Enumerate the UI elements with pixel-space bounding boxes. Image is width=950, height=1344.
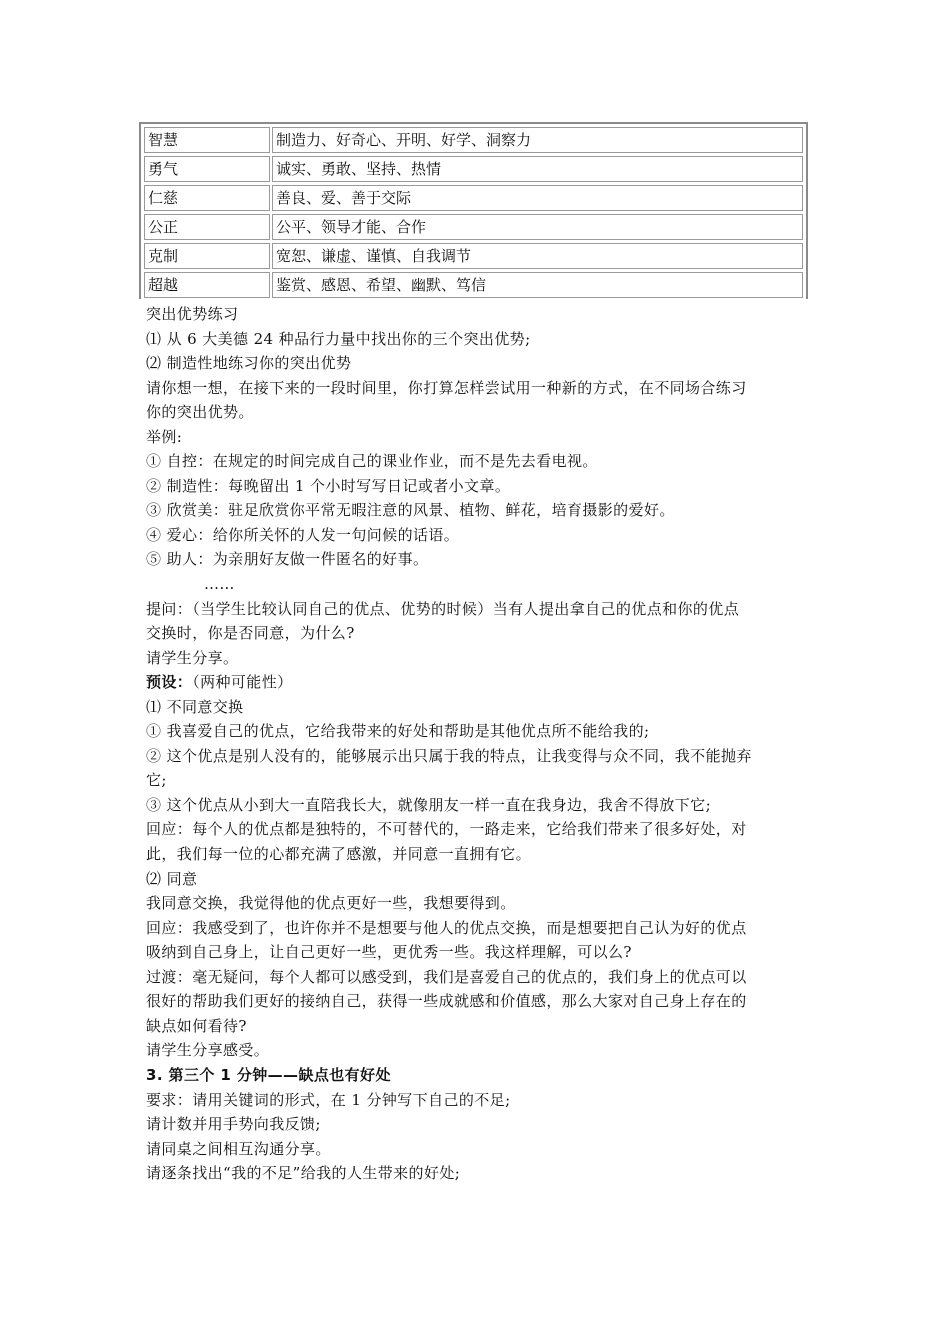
list-item: ① 自控：在规定的时间完成自己的课业作业，而不是先去看电视。 bbox=[146, 452, 598, 471]
virtue-name: 克制 bbox=[144, 243, 270, 269]
table-row bbox=[144, 156, 803, 182]
virtue-traits: 制造力、好奇心、开明、好学、洞察力 bbox=[272, 127, 803, 153]
text-line: 缺点如何看待? bbox=[146, 1016, 247, 1035]
text-line: 请逐条找出“我的不足”给我的人生带来的好处; bbox=[146, 1164, 461, 1183]
virtue-name: 仁慈 bbox=[144, 185, 270, 211]
text-line: 它; bbox=[146, 771, 167, 790]
text-line: 请学生分享感受。 bbox=[146, 1041, 270, 1060]
text-line: 过渡：毫无疑问，每个人都可以感受到，我们是喜爱自己的优点的，我们身上的优点可以 bbox=[146, 967, 747, 986]
body-text bbox=[146, 302, 810, 1186]
text-line: 请你想一想，在接下来的一段时间里，你打算怎样尝试用一种新的方式，在不同场合练习 bbox=[146, 378, 747, 397]
virtue-name: 智慧 bbox=[144, 127, 270, 153]
list-item: ③ 欣赏美：驻足欣赏你平常无暇注意的风景、植物、鲜花，培育摄影的爱好。 bbox=[146, 501, 675, 520]
text-line: ⑵ 制造性地练习你的突出优势 bbox=[146, 354, 352, 373]
text-line: 请学生分享。 bbox=[146, 648, 239, 667]
table-row bbox=[144, 185, 803, 211]
virtue-name: 超越 bbox=[144, 272, 270, 298]
text-line: 回应：我感受到了，也许你并不是想要与他人的优点交换，而是想要把自己认为好的优点 bbox=[146, 918, 747, 937]
text-line: 回应：每个人的优点都是独特的，不可替代的，一路走来，它给我们带来了很多好处，对 bbox=[146, 820, 747, 839]
virtue-traits: 宽恕、谦虚、谨慎、自我调节 bbox=[272, 243, 803, 269]
virtue-traits: 公平、领导才能、合作 bbox=[272, 214, 803, 240]
table-row bbox=[144, 127, 803, 153]
text-line: ⑵ 同意 bbox=[146, 869, 198, 888]
virtue-name: 勇气 bbox=[144, 156, 270, 182]
list-item: ③ 这个优点从小到大一直陪我长大，就像朋友一样一直在我身边，我舍不得放下它; bbox=[146, 795, 712, 814]
virtues-table bbox=[139, 122, 808, 299]
list-item: ② 这个优点是别人没有的，能够展示出只属于我的特点，让我变得与众不同，我不能抛弃 bbox=[146, 746, 752, 765]
virtue-traits: 善良、爱、善于交际 bbox=[272, 185, 803, 211]
text-line: 请同桌之间相互沟通分享。 bbox=[146, 1139, 331, 1158]
text-line: 我同意交换，我觉得他的优点更好一些，我想要得到。 bbox=[146, 894, 516, 913]
preset-text: （两种可能性） bbox=[192, 673, 293, 692]
section-heading: 3. 第三个 1 分钟——缺点也有好处 bbox=[146, 1065, 391, 1084]
text-line: 此，我们每一位的心都充满了感激，并同意一直拥有它。 bbox=[146, 845, 532, 864]
text-line: 请计数并用手势向我反馈; bbox=[146, 1115, 321, 1134]
ellipsis: …… bbox=[204, 575, 235, 594]
list-item: ⑤ 助人：为亲朋好友做一件匿名的好事。 bbox=[146, 550, 429, 569]
virtue-traits: 诚实、勇敢、坚持、热情 bbox=[272, 156, 803, 182]
text-line: 你的突出优势。 bbox=[146, 403, 254, 422]
text-line bbox=[146, 670, 810, 695]
virtue-name: 公正 bbox=[144, 214, 270, 240]
text-line: 举例: bbox=[146, 427, 183, 446]
list-item: ④ 爱心：给你所关怀的人发一句问候的话语。 bbox=[146, 525, 460, 544]
text-line: 要求：请用关键词的形式，在 1 分钟写下自己的不足; bbox=[146, 1090, 511, 1109]
list-item: ② 制造性：每晚留出 1 个小时写写日记或者小文章。 bbox=[146, 476, 511, 495]
virtue-traits: 鉴赏、感恩、希望、幽默、笃信 bbox=[272, 272, 803, 298]
preset-label: 预设： bbox=[146, 673, 193, 692]
table-row bbox=[144, 272, 803, 298]
text-line: 提问：（当学生比较认同自己的优点、优势的时候）当有人提出拿自己的优点和你的优点 bbox=[146, 599, 740, 618]
text-line: 交换时，你是否同意，为什么? bbox=[146, 624, 355, 643]
text-line: ⑴ 不同意交换 bbox=[146, 697, 244, 716]
text-line: 吸纳到自己身上，让自己更好一些，更优秀一些。我这样理解，可以么? bbox=[146, 943, 632, 962]
table-row bbox=[144, 243, 803, 269]
text-line: ⑴ 从 6 大美德 24 种品行力量中找出你的三个突出优势; bbox=[146, 329, 531, 348]
list-item: ① 我喜爱自己的优点，它给我带来的好处和帮助是其他优点所不能给我的; bbox=[146, 722, 650, 741]
section-heading: 突出优势练习 bbox=[146, 305, 239, 323]
text-line: 很好的帮助我们更好的接纳自己，获得一些成就感和价值感，那么大家对自己身上存在的 bbox=[146, 992, 747, 1011]
table-row bbox=[144, 214, 803, 240]
